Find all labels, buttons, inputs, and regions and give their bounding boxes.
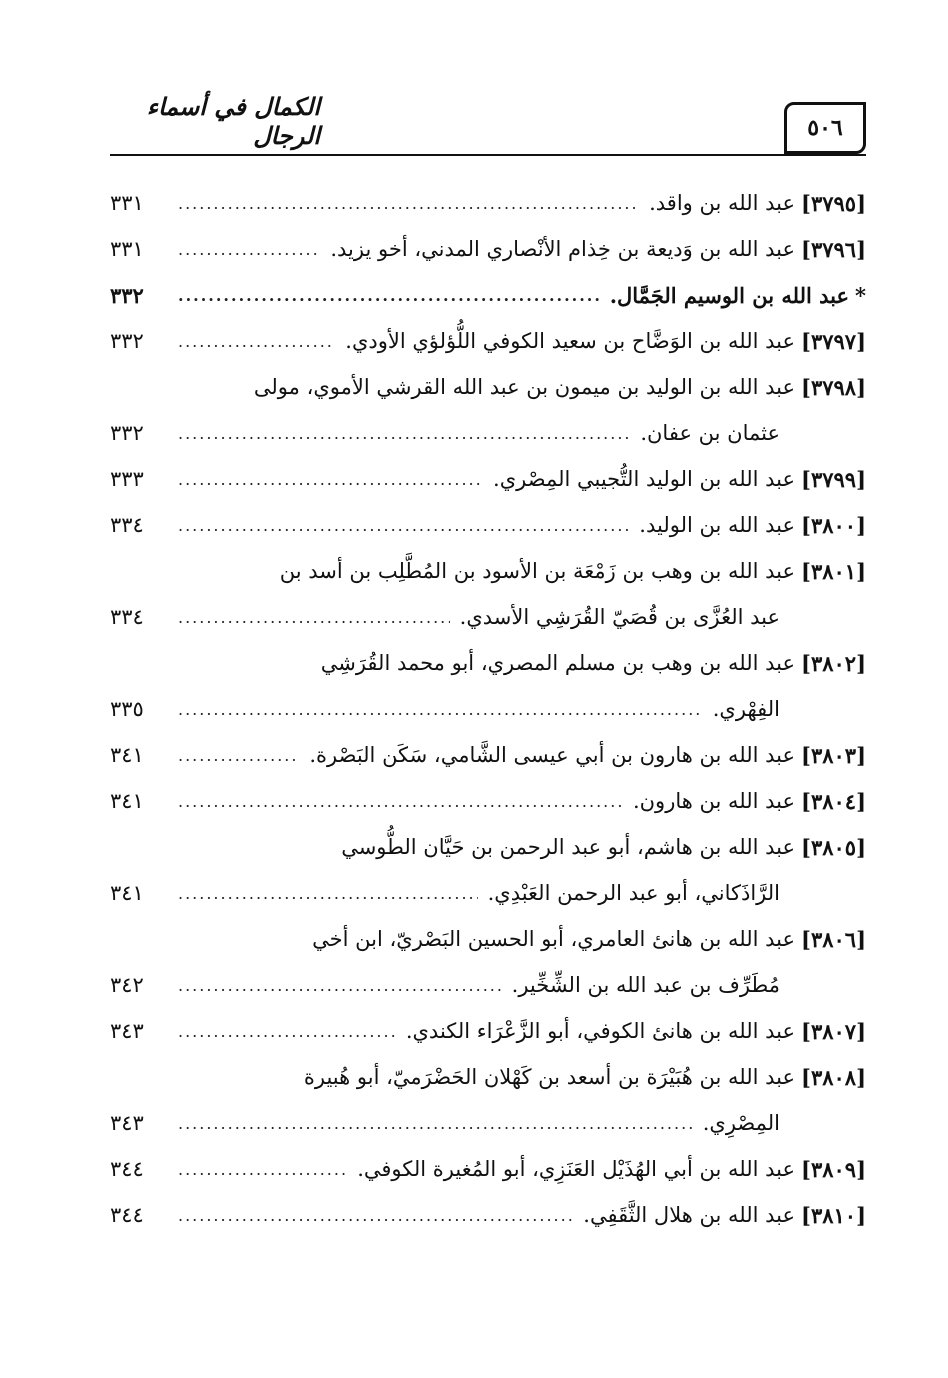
entry-number: * [855, 282, 866, 308]
toc-entry-line [110, 226, 866, 272]
entry-number: [٣٨٠٨] [801, 1064, 866, 1090]
entry-text: عبد الله بن واقد. [649, 191, 795, 215]
entry-number: [٣٧٩٨] [801, 374, 866, 400]
leader-dots [178, 608, 450, 627]
toc-entry-line [110, 594, 866, 640]
entry-text: عثمان بن عفان. [640, 421, 780, 445]
entry-page-number: ٣٤١ [110, 881, 144, 905]
table-of-contents [110, 180, 866, 1238]
entry-text: عبد الله بن هانئ الكوفي، أبو الزَّعْرَاء الكندي. [405, 1019, 795, 1043]
entry-text: عبد الله بن الوليد. [639, 513, 795, 537]
leader-dots [178, 792, 623, 811]
entry-number: [٣٧٩٥] [801, 190, 866, 216]
entry-text: عبد الله بن هُبَيْرَة بن أسعد بن كَهْلان الحَضْرَميّ، أبو هُبيرة [303, 1065, 795, 1089]
toc-entry-line [110, 824, 866, 870]
toc-entry-line [110, 732, 866, 778]
leader-dots [178, 1114, 693, 1133]
leader-dots [178, 700, 703, 719]
entry-text: عبد الله بن الوليد التُّجيبي المِصْري. [493, 467, 795, 491]
leader-dots [178, 470, 483, 489]
entry-page-number: ٣٣٣ [110, 467, 144, 491]
entry-text: الرَّاذَكاني، أبو عبد الرحمن العَبْدِي. [487, 881, 780, 905]
page-header [110, 92, 866, 154]
entry-number: [٣٨٠٦] [801, 926, 866, 952]
toc-entry-line [110, 1054, 866, 1100]
entry-text: عبد الله بن وهب بن زَمْعَة بن الأسود بن المُطَّلِب بن أسد بن [279, 559, 795, 583]
leader-dots [178, 976, 502, 995]
entry-page-number: ٣٤١ [110, 789, 144, 813]
entry-page-number: ٣٣٥ [110, 697, 144, 721]
entry-text: عبد الله بن هاشم، أبو عبد الرحمن بن حَيَّان الطُّوسي [341, 835, 795, 859]
entry-text: عبد الله بن وَديعة بن خِذام الأنْصاري المدني، أخو يزيد. [330, 237, 795, 261]
entry-number: [٣٧٩٩] [801, 466, 866, 492]
leader-dots [178, 1160, 347, 1179]
entry-page-number: ٣٤٤ [110, 1157, 144, 1181]
leader-dots [178, 1022, 396, 1041]
entry-text: عبد الله بن هارون بن أبي عيسى الشَّامي، سَكَن البَصْرة. [309, 743, 795, 767]
toc-entry-line [110, 1146, 866, 1192]
leader-dots [178, 240, 320, 259]
leader-dots [178, 194, 639, 213]
entry-number: [٣٧٩٦] [801, 236, 866, 262]
page-number: ٥٠٦ [784, 102, 866, 154]
entry-number: [٣٨٠٣] [801, 742, 866, 768]
entry-page-number: ٣٣٤ [110, 513, 144, 537]
entry-number: [٣٨٠٤] [801, 788, 866, 814]
leader-dots [178, 424, 630, 443]
toc-entry-line [110, 916, 866, 962]
entry-text: مُطَرِّف بن عبد الله بن الشِّخِّير. [511, 973, 780, 997]
entry-page-number: ٣٣٢ [110, 421, 144, 445]
entry-page-number: ٣٤٢ [110, 973, 144, 997]
entry-page-number: ٣٤٣ [110, 1111, 144, 1135]
leader-dots [178, 332, 335, 351]
header-rule [110, 154, 866, 156]
toc-entry-line [110, 1100, 866, 1146]
leader-dots [178, 286, 600, 305]
entry-number: [٣٨٠١] [801, 558, 866, 584]
toc-entry-line [110, 1008, 866, 1054]
toc-entry-line [110, 502, 866, 548]
entry-number: [٣٧٩٧] [801, 328, 866, 354]
toc-entry-line [110, 456, 866, 502]
entry-text: عبد الله بن الوسيم الجَمَّال. [609, 282, 850, 308]
entry-number: [٣٨٠٥] [801, 834, 866, 860]
toc-entry-line [110, 640, 866, 686]
toc-entry-line [110, 548, 866, 594]
leader-dots [178, 746, 299, 765]
toc-entry-line [110, 778, 866, 824]
leader-dots [178, 1206, 573, 1225]
entry-text: الفِهْري. [712, 697, 780, 721]
entry-text: عبد الله بن هارون. [632, 789, 795, 813]
entry-page-number: ٣٣٤ [110, 605, 144, 629]
entry-text: عبد الله بن هانئ العامري، أبو الحسين البَصْريّ، ابن أخي [312, 927, 795, 951]
entry-page-number: ٣٣٢ [110, 282, 144, 308]
entry-page-number: ٣٤١ [110, 743, 144, 767]
toc-entry-line [110, 364, 866, 410]
toc-entry-line [110, 962, 866, 1008]
book-title: الكمال في أسماء الرجال [146, 92, 320, 150]
toc-entry-line [110, 410, 866, 456]
entry-text: عبد العُزَّى بن قُصَيّ القُرَشِي الأسدي. [459, 605, 780, 629]
entry-text: عبد الله بن هلال الثَّقَفِي. [583, 1203, 795, 1227]
entry-number: [٣٨٠٩] [801, 1156, 866, 1182]
toc-entry-line [110, 318, 866, 364]
entry-page-number: ٣٣١ [110, 237, 144, 261]
entry-text: المِصْرِي. [702, 1111, 780, 1135]
entry-text: عبد الله بن الوليد بن ميمون بن عبد الله القرشي الأموي، مولى [253, 375, 795, 399]
toc-entry-line [110, 870, 866, 916]
entry-number: [٣٨٠٧] [801, 1018, 866, 1044]
leader-dots [178, 884, 478, 903]
entry-page-number: ٣٣١ [110, 191, 144, 215]
entry-text: عبد الله بن الوَضَّاح بن سعيد الكوفي اللُّؤلؤي الأودي. [345, 329, 795, 353]
entry-page-number: ٣٣٢ [110, 329, 144, 353]
entry-text: عبد الله بن وهب بن مسلم المصري، أبو محمد القُرَشِي [320, 651, 795, 675]
entry-number: [٣٨١٠] [801, 1202, 866, 1228]
toc-entry-line [110, 686, 866, 732]
toc-entry-line [110, 272, 866, 318]
leader-dots [178, 516, 629, 535]
toc-entry-line [110, 1192, 866, 1238]
toc-entry-line [110, 180, 866, 226]
entry-page-number: ٣٤٤ [110, 1203, 144, 1227]
entry-text: عبد الله بن أبي الهُذَيْل العَنَزِي، أبو المُغيرة الكوفي. [357, 1157, 795, 1181]
entry-number: [٣٨٠٠] [801, 512, 866, 538]
entry-number: [٣٨٠٢] [801, 650, 866, 676]
entry-page-number: ٣٤٣ [110, 1019, 144, 1043]
